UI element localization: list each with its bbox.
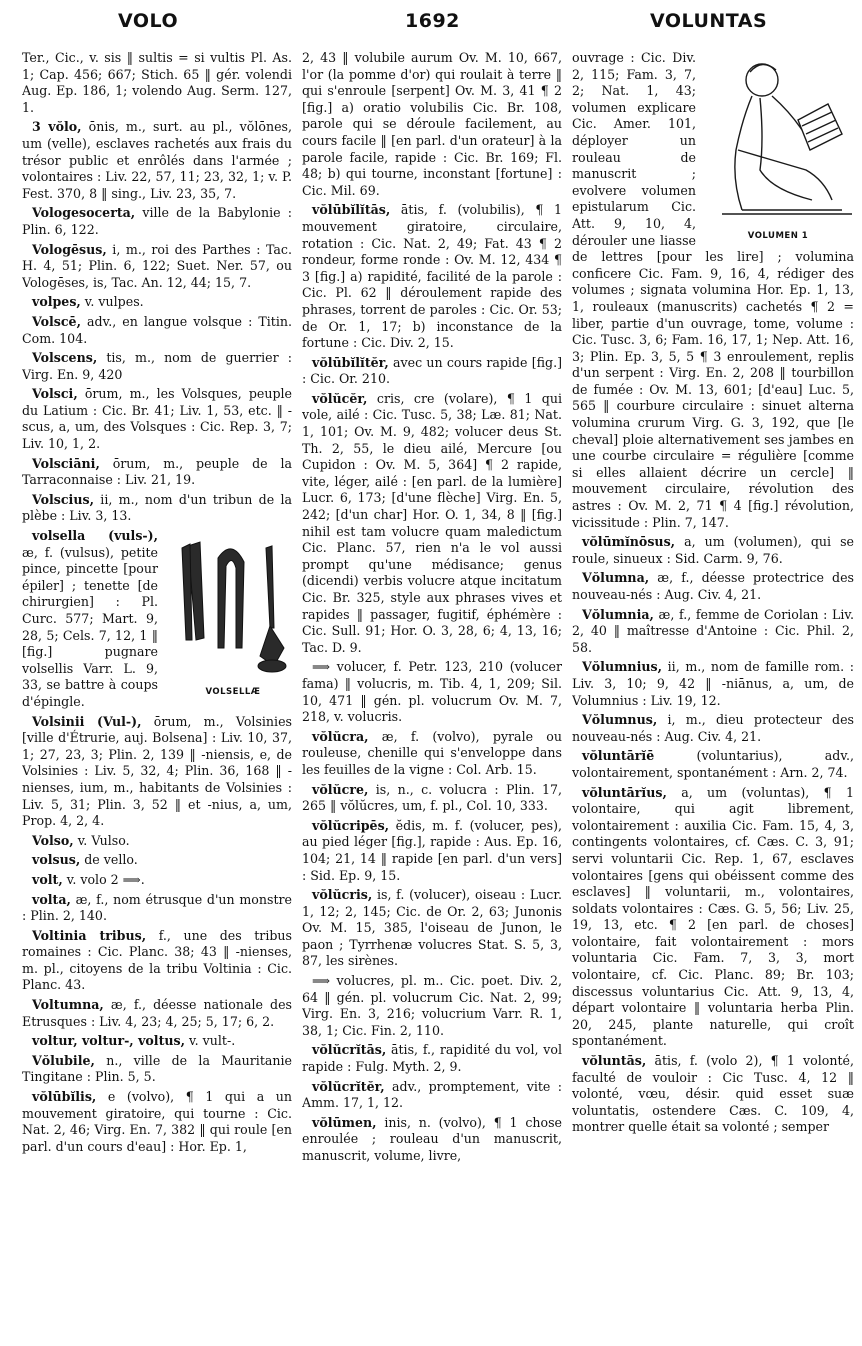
entry-headword: Volsci, xyxy=(32,386,78,402)
dictionary-entry xyxy=(302,391,562,657)
entry-headword: Voltumna, xyxy=(32,997,104,1013)
dictionary-entry xyxy=(22,852,292,869)
entry-headword: Vŏlubile, xyxy=(32,1052,95,1068)
entry-text: i, m., dieu protecteur des nouveau-nés : Aug. Civ. 4, 21. xyxy=(572,712,854,744)
entry-text: æ, f., déesse protectrice des nouveau-nés : Aug. Civ. 4, 21. xyxy=(572,570,854,602)
dictionary-entry xyxy=(22,294,292,311)
dictionary-entry xyxy=(302,818,562,884)
dictionary-entry xyxy=(302,50,562,199)
entry-headword: Volscens, xyxy=(32,350,98,366)
dictionary-entry xyxy=(22,1089,292,1155)
entry-text: ⟹ volucres, pl. m.. Cic. poet. Div. 2, 64 ‖ gén. pl. volucrum Cic. Nat. 2, 99; Virg. En. 3, 216; volucrium Varr. R. 1, 38, 1; Cic. Fin. 2, 110. xyxy=(302,973,562,1038)
entry-headword: vŏlŭcre, xyxy=(312,781,369,797)
entry-text: inis, n. (volvo), ¶ 1 chose enroulée ; rouleau d'un manuscrit, manuscrit, volume, livre, xyxy=(302,1114,562,1163)
entry-text: f., une des tribus romaines : Cic. Planc. 38; 43 ‖ -nienses, m. pl., citoyens de la tribu Voltinia : Cic. Planc. 43. xyxy=(22,927,292,993)
entry-text: cris, cre (volare), ¶ 1 qui vole, ailé : Cic. Tusc. 5, 38; Læ. 81; Nat. 1, 101; Ov. M. 9, 482; volucer deus St. Th. 2, 55, le dieu ailé, Mercure [ou Cupidon : Ov. M. 5, 364] ¶ 2 rapide, vite, léger, ailé : [en parl. de la lumière] Lucr. 6, 173; [d'une flèche] Virg. En. 5, 242; [d'un char] Hor. O. 1, 34, 8 ‖ [fig.] nihil est tam volucre quam maledictum Cic. Planc. 57, rien n'a le vol aussi prompt qu'une médisance; genus (dicendi) verbis volucre atque incitatum Cic. Br. 325, style aux phrases vives et rapides ‖ passager, fugitif, éphémère : Cic. Sull. 91; Hor. O. 3, 28, 6; 4, 13, 16; Tac. D. 9. xyxy=(302,390,562,655)
entry-headword: Vologēsus, xyxy=(32,241,107,257)
dictionary-entry xyxy=(302,1042,562,1075)
page-number: 1692 xyxy=(405,10,460,32)
dictionary-entry xyxy=(22,456,292,489)
entry-headword: volsella (vuls-), xyxy=(32,528,158,544)
entry-text: e (volvo), ¶ 1 qui a un mouvement giratoire, qui tourne : Cic. Nat. 2, 46; Virg. En. 7, 382 ‖ qui roule [en parl. d'un cours d'eau] : Hor. Ep. 1, xyxy=(22,1089,292,1154)
entry-headword: vŏlŭcra, xyxy=(312,728,369,744)
entry-headword: vŏlŭcripēs, xyxy=(312,817,390,833)
reading-figure-illustration xyxy=(702,50,854,222)
entry-headword: Volsciāni, xyxy=(32,455,100,471)
entry-text: a, um (volumen), qui se roule, sinueux : Sid. Carm. 9, 76. xyxy=(572,534,854,566)
dictionary-entry xyxy=(572,50,854,531)
entry-headword: vŏlŭcris, xyxy=(312,887,373,903)
tweezers-illustration xyxy=(174,528,292,678)
dictionary-entry xyxy=(22,314,292,347)
dictionary-entry xyxy=(22,386,292,452)
volsella-caption: VOLSELLÆ xyxy=(205,686,261,697)
entry-text: v. vult-. xyxy=(185,1033,236,1049)
volsella-figure xyxy=(164,528,292,700)
entry-headword: Vŏlumnius, xyxy=(582,659,663,675)
dictionary-entry xyxy=(572,785,854,1051)
column-1 xyxy=(22,50,292,1342)
entry-headword: Vŏlumnia, xyxy=(582,606,654,622)
entry-headword: vŏlŭcrĭtās, xyxy=(312,1042,387,1058)
entry-text: adv., promptement, vite : Amm. 17, 1, 12. xyxy=(302,1078,562,1111)
entry-headword: Volscē, xyxy=(32,313,81,329)
entry-headword: vŏlŭcĕr, xyxy=(312,390,368,406)
dictionary-entry xyxy=(22,119,292,202)
dictionary-entry xyxy=(302,973,562,1039)
entry-text: v. volo 2 ⟹. xyxy=(62,871,145,887)
entry-headword: volsus, xyxy=(32,852,81,868)
entry-text: æ, f. (volvo), pyrale ou rouleuse, chenille qui s'enveloppe dans les feuilles de la vigne : Col. Arb. 15. xyxy=(302,728,562,777)
entry-text: ātis, f. (volubilis), ¶ 1 mouvement giratoire, circulaire, rotation : Cic. Nat. 2, 49; Fat. 43 ¶ 2 rondeur, forme ronde : Ov. M. 12, 434 ¶ 3 [fig.] a) rapidité, facilité de la parole : Cic. Pl. 62 ‖ déroulement rapide des phrases, torrent de paroles : Cic. Or. 53; de Or. 1, 17; b) inconstance de la fortune : Cic. Div. 2, 15. xyxy=(302,202,562,351)
dictionary-entry xyxy=(302,202,562,351)
entry-headword: vŏlūmen, xyxy=(312,1114,377,1130)
dictionary-entry xyxy=(22,1053,292,1086)
entry-text: v. vulpes. xyxy=(80,294,144,310)
entry-headword: vŏluntās, xyxy=(582,1053,647,1069)
entry-headword: vŏlŭcrĭtĕr, xyxy=(312,1078,385,1094)
volumen-caption: VOLUMEN 1 xyxy=(747,230,809,241)
entry-headword: vŏluntārĭē xyxy=(582,748,655,764)
dictionary-entry xyxy=(22,892,292,925)
entry-text: is, f. (volucer), oiseau : Lucr. 1, 12; 2, 145; Cic. de Or. 2, 63; Junonis Ov. M. 15, 385, l'oiseau de Junon, le paon ; Tyrrhenæ volucres Stat. S. 5, 3, 87, les sirènes. xyxy=(302,887,562,969)
dictionary-entry xyxy=(302,887,562,970)
dictionary-entry xyxy=(302,782,562,815)
entry-headword: vŏlūmĭnōsus, xyxy=(582,534,676,550)
dictionary-entry xyxy=(572,659,854,709)
dictionary-entry xyxy=(22,350,292,383)
dictionary-entry xyxy=(22,714,292,830)
dictionary-entry xyxy=(302,1079,562,1112)
entry-headword: volpes, xyxy=(32,294,81,310)
entry-text: n., ville de la Mauritanie Tingitane : Plin. 5, 5. xyxy=(22,1052,292,1085)
entry-text: æ, f., nom étrusque d'un monstre : Plin. 2, 140. xyxy=(22,891,292,924)
entry-text: ii, m., nom d'un tribun de la plèbe : Liv. 3, 13. xyxy=(22,491,292,524)
column-2 xyxy=(302,50,562,1342)
entry-text: ōrum, m., les Volsques, peuple du Latium : Cic. Br. 41; Liv. 1, 53, etc. ‖ -scus, a, um, des Volsques : Cic. Rep. 3, 7; Liv. 10, 1, 2. xyxy=(22,386,292,452)
entry-text: de vello. xyxy=(80,852,138,868)
entry-text: ouvrage : Cic. Div. 2, 115; Fam. 3, 7, 2; Nat. 1, 43; volumen explicare Cic. Amer. 101, déployer un rouleau de manuscrit ; evolvere volumen epistularum Cic. Att. 9, 10, 4, dérouler une liasse de lettres [pour les lire] ; volumina conficere Cic. Fam. 9, 16, 4, rédiger des volumes ; signata volumina Hor. Ep. 1, 13, 1, rouleaux (manuscrits) cachetés ¶ 2 = liber, partie d'un ouvrage, tome, volume : Cic. Tusc. 3, 6; Fam. 16, 17, 1; Nep. Att. 16, 3; Plin. Ep. 3, 5, 5 ¶ 3 enroulement, replis d'un serpent : Virg. En. 2, 208 ‖ tourbillon de fumée : Ov. M. 13, 601; [d'eau] Luc. 5, 565 ‖ courbure circulaire : sinuet alterna volumina crurum Virg. G. 3, 192, que [le cheval] ploie alternativement ses jambes en une courbe circulaire = régulière [comme si elles allaient décrire un cercle] ‖ mouvement circulaire, révolution des astres : Ov. M. 2, 71 ¶ 4 [fig.] révolution, vicissitude : Plin. 7, 147. xyxy=(572,50,854,530)
entry-text: adv., en langue volsque : Titin. Com. 104. xyxy=(22,313,292,346)
entry-text: tis, m., nom de guerrier : Virg. En. 9, 420 xyxy=(22,350,292,382)
entry-headword: vŏlūbĭlis, xyxy=(32,1089,97,1105)
dictionary-entry xyxy=(572,570,854,603)
entry-headword: volt, xyxy=(32,871,63,887)
entry-text: 2, 43 ‖ volubile aurum Ov. M. 10, 667, l'or (la pomme d'or) qui roulait à terre ‖ qui s'enroule [serpent] Ov. M. 3, 41 ¶ 2 [fig.] a) oratio volubilis Cic. Br. 108, parole qui se déroule facilement, au cours facile ‖ [en parl. d'un orateur] à la parole facile, rapide : Cic. Br. 169; Fl. 48; b) qui tourne, inconstant [fortune] : Cic. Mil. 69. xyxy=(302,50,562,198)
dictionary-entry xyxy=(22,1033,292,1050)
entry-headword: Volscius, xyxy=(32,491,94,507)
dictionary-entry xyxy=(22,492,292,525)
column-3 xyxy=(572,50,854,1342)
entry-headword: vŏluntārĭus, xyxy=(582,784,667,800)
entry-headword: Volsinii (Vul-), xyxy=(32,713,142,729)
dictionary-entry xyxy=(302,1115,562,1165)
entry-text: Ter., Cic., v. sis ‖ sultis = si vultis Pl. As. 1; Cap. 456; 667; Stich. 65 ‖ gér. volendi Aug. Ep. 186, 1; volendo Aug. Serm. 127, 1. xyxy=(22,50,292,115)
entry-headword: Vologesocerta, xyxy=(32,205,136,221)
header-left-word: VOLO xyxy=(118,10,179,32)
entry-text: ōnis, m., surt. au pl., vŏlōnes, um (velle), esclaves rachetés aux frais du trésor public et enrôlés dans l'armée ; volontaires : Liv. 22, 57, 11; 23, 32, 1; v. P. Fest. 370, 8 ‖ sing., Liv. 23, 35, 7. xyxy=(22,119,292,201)
entry-text: v. Vulso. xyxy=(73,832,130,848)
volumen-figure xyxy=(702,50,854,244)
entry-headword: volta, xyxy=(32,891,71,907)
entry-headword: Vŏlumna, xyxy=(582,570,650,586)
dictionary-entry xyxy=(302,729,562,779)
entry-text: avec un cours rapide [fig.] : Cic. Or. 210. xyxy=(302,354,562,387)
entry-text: æ, f., femme de Coriolan : Liv. 2, 40 ‖ maîtresse d'Antoine : Cic. Phil. 2, 58. xyxy=(572,606,854,655)
dictionary-entry xyxy=(22,205,292,238)
entry-text: æ, f. (vulsus), petite pince, pincette [pour épiler] ; tenette [de chirurgien] : Pl. Curc. 577; Mart. 9, 28, 5; Cels. 7, 12, 1 ‖ [fig.] pugnare volsellis Varr. L. 9, 33, se battre à coups d'épingle. xyxy=(22,544,158,709)
entry-text: a, um (voluntas), ¶ 1 volontaire, qui agit librement, volontairement : auxilia Cic. Fam. 15, 4, 3, contingents volontaires, cf. Cæs. C. 3, 91; servi voluntarii Cic. Rep. 1, 67, esclaves volontaires [gens qui obéissent comme des esclaves] ‖ voluntarii, m., volontaires, soldats volontaires : Cæs. G. 5, 56; Liv. 25, 19, 13, etc. ¶ 2 [en parl. de choses] volontaire, fait volontairement : mors voluntaria Cic. Fam. 7, 3, 3, mort volontaire, cf. Cic. Planc. 89; Br. 103; discessus voluntarius Cic. Att. 9, 13, 4, départ volontaire ‖ voluntaria herba Plin. 20, 245, plante naturelle, qui croît spontanément. xyxy=(572,784,854,1049)
entry-text: ōrum, m., peuple de la Tarraconnaise : Liv. 21, 19. xyxy=(22,455,292,488)
entry-headword: voltur, voltur-, voltus, xyxy=(32,1033,186,1049)
dictionary-entry xyxy=(22,928,292,994)
dictionary-entry xyxy=(22,833,292,850)
entry-text: ātis, f. (volo 2), ¶ 1 volonté, faculté de vouloir : Cic Tusc. 4, 12 ‖ volonté, vœu, désir. quid esset suæ voluntatis, ostendere Cæs. C. 109, 4, montrer quelle était sa volonté ; semper xyxy=(572,1053,854,1135)
dictionary-entry xyxy=(302,659,562,725)
entry-text: ⟹ volucer, f. Petr. 123, 210 (volucer fama) ‖ volucris, m. Tib. 4, 1, 209; Sil. 10, 471 ‖ gén. pl. volucrum Ov. M. 7, 218, v. volucris. xyxy=(302,659,562,725)
dictionary-entry xyxy=(302,355,562,388)
header-right-word: VOLUNTAS xyxy=(650,10,768,32)
entry-text: is, n., c. volucra : Plin. 17, 265 ‖ vŏlŭcres, um, f. pl., Col. 10, 333. xyxy=(302,781,562,814)
entry-headword: Voltinia tribus, xyxy=(32,927,147,943)
entry-headword: vŏlūbĭlĭtās, xyxy=(312,202,391,218)
entry-text: æ, f., déesse nationale des Etrusques : Liv. 4, 23; 4, 25; 5, 17; 6, 2. xyxy=(22,997,292,1029)
entry-headword: Vŏlumnus, xyxy=(582,712,658,728)
entry-text: ville de la Babylonie : Plin. 6, 122. xyxy=(22,205,292,237)
running-header xyxy=(0,0,862,44)
dictionary-entry xyxy=(572,748,854,781)
dictionary-entry xyxy=(572,607,854,657)
dictionary-entry xyxy=(572,1053,854,1136)
dictionary-entry xyxy=(22,242,292,292)
entry-text: (voluntarius), adv., volontairement, spontanément : Arn. 2, 74. xyxy=(572,748,854,780)
entry-text: ii, m., nom de famille rom. : Liv. 3, 10; 9, 42 ‖ -niānus, a, um, de Volumnius : Liv. 19, 12. xyxy=(572,659,854,708)
entry-text: ātis, f., rapidité du vol, vol rapide : Fulg. Myth. 2, 9. xyxy=(302,1042,562,1075)
dictionary-entry xyxy=(22,528,292,711)
entry-headword: vŏlūbĭlĭtĕr, xyxy=(312,354,389,370)
dictionary-entry xyxy=(572,534,854,567)
entry-text: ĕdis, m. f. (volucer, pes), au pied léger [fig.], rapide : Aus. Ep. 16, 104; 21, 14 ‖ rapide [en parl. d'un vers] : Sid. Ep. 9, 15. xyxy=(302,817,562,883)
dictionary-entry xyxy=(22,872,292,889)
entry-text: i, m., roi des Parthes : Tac. H. 4, 51; Plin. 6, 122; Suet. Ner. 57, ou Vologēses, is, Tac. An. 12, 44; 15, 7. xyxy=(22,241,292,290)
entry-text: ōrum, m., Volsinies [ville d'Étrurie, auj. Bolsena] : Liv. 10, 37, 1; 27, 23, 3; Plin. 2, 139 ‖ -niensis, e, de Volsinies : Liv. 5, 32, 4; Plin. 36, 168 ‖ -nienses, ium, m., habitants de Volsinies : Liv. 5, 31; Plin. 3, 52 ‖ et -nius, a, um, Prop. 4, 2, 4. xyxy=(22,713,292,829)
dictionary-entry xyxy=(572,712,854,745)
entry-headword: Volso, xyxy=(32,832,74,848)
dictionary-entry xyxy=(22,997,292,1030)
dictionary-entry xyxy=(22,50,292,116)
entry-headword: 3 vŏlo, xyxy=(32,119,82,135)
